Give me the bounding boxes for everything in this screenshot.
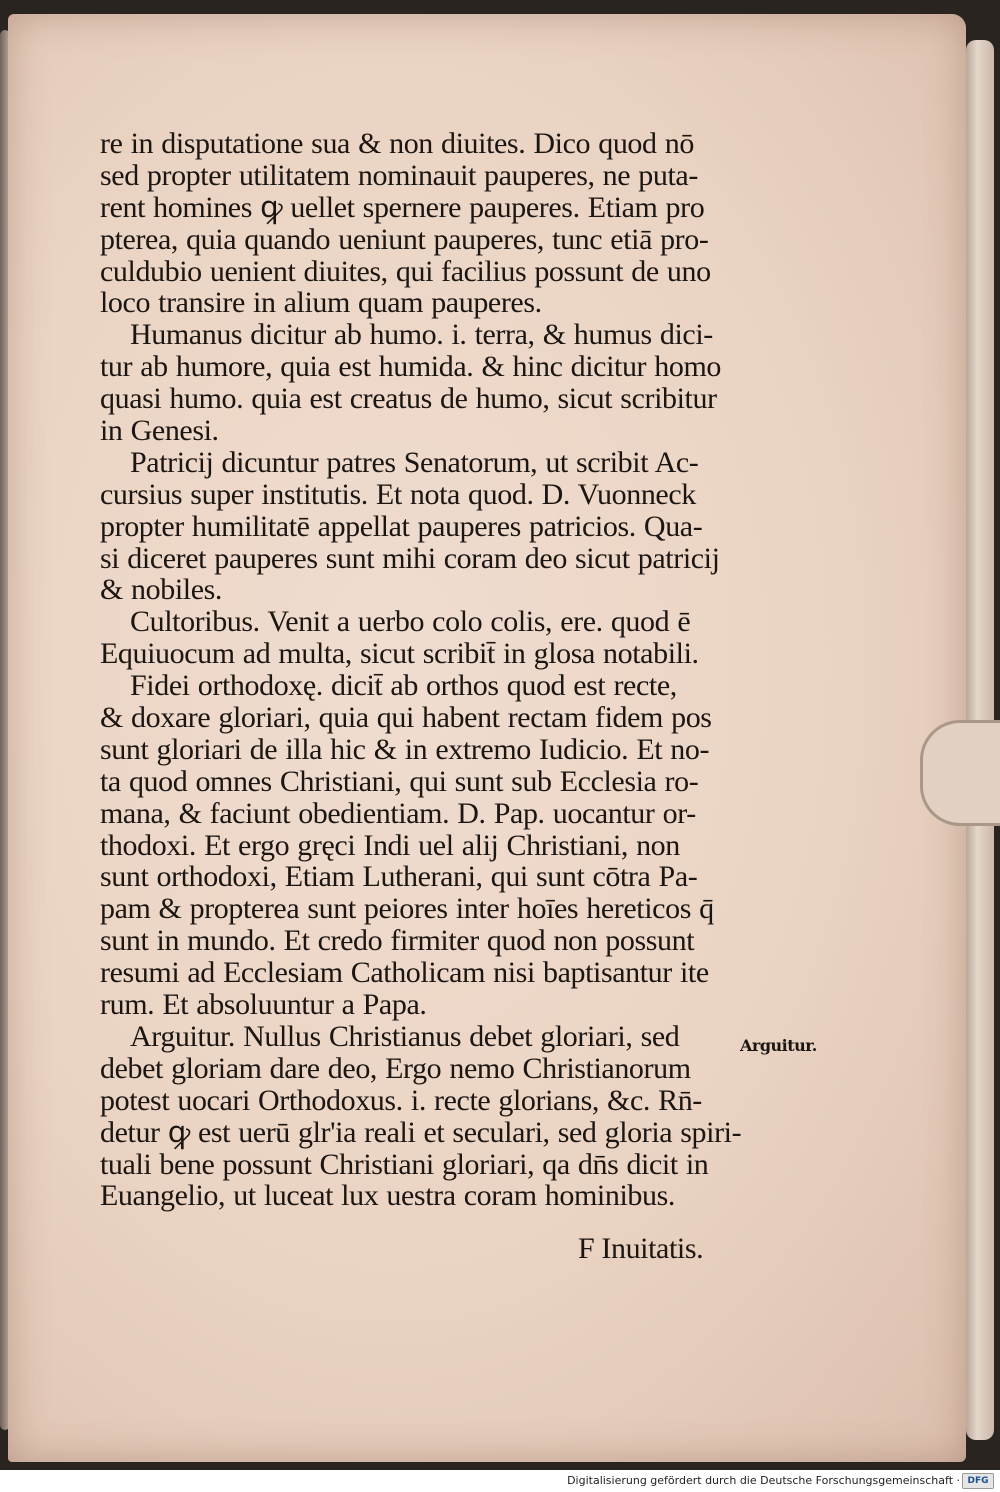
text-line: pterea, quia quando ueniunt pauperes, tunc etiā pro-	[100, 222, 709, 256]
text-line: quasi humo. quia est creatus de humo, sicut scribitur	[100, 382, 717, 416]
text-line: pam & propterea sunt peiores inter hoīes hereticos q̄	[100, 892, 714, 926]
text-line: sunt in mundo. Et credo firmiter quod non possunt	[100, 924, 695, 958]
text-line: debet gloriam dare deo, Ergo nemo Christianorum	[100, 1051, 691, 1085]
footer-credit: Digitalisierung gefördert durch die Deutsche Forschungsgemeinschaft ·	[567, 1474, 960, 1487]
text-line: Cultoribus. Venit a uerbo colo colis, ere. quod ē	[130, 605, 691, 639]
text-line: ta quod omnes Christiani, qui sunt sub Ecclesia ro-	[100, 764, 699, 798]
marginal-note: Arguitur.	[740, 1036, 817, 1055]
text-line: re in disputatione sua & non diuites. Dico quod nō	[100, 127, 694, 160]
main-text-block	[100, 128, 750, 1212]
text-line: Arguitur. Nullus Christianus debet gloriari, sed	[130, 1019, 680, 1053]
text-line: Equiuocum ad multa, sicut scribit̄ in glosa notabili.	[100, 637, 699, 671]
text-line: rum. Et absoluuntur a Papa.	[100, 988, 427, 1022]
text-line: cursius super institutis. Et nota quod. D. Vuonneck	[100, 477, 696, 511]
dfg-logo-icon: DFG	[962, 1473, 994, 1489]
text-line: Fidei orthodoxę. dicit̄ ab orthos quod est recte,	[130, 669, 677, 703]
text-line: in Genesi.	[100, 414, 219, 448]
text-line: tuali bene possunt Christiani gloriari, qa dn̄s dicit in	[100, 1147, 709, 1181]
text-line: potest uocari Orthodoxus. i. recte glorians, &c. Rn̄-	[100, 1083, 702, 1117]
text-line: tur ab humore, quia est humida. & hinc dicitur homo	[100, 350, 721, 384]
text-line: loco transire in alium quam pauperes.	[100, 286, 542, 320]
text-line: Patricij dicuntur patres Senatorum, ut scribit Ac-	[130, 445, 699, 479]
text-line: sed propter utilitatem nominauit pauperes, ne puta-	[100, 158, 698, 192]
text-line: & nobiles.	[100, 573, 222, 607]
text-line: rent homines ꝙ uellet spernere pauperes. Etiam pro	[100, 190, 705, 224]
text-line: culdubio uenient diuites, qui facilius possunt de uno	[100, 254, 711, 288]
text-line: mana, & faciunt obedientiam. D. Pap. uocantur or-	[100, 796, 696, 830]
text-line: Humanus dicitur ab humo. i. terra, & humus dici-	[130, 318, 713, 352]
text-line: propter humilitatē appellat pauperes patricios. Qua-	[100, 509, 703, 543]
text-line: thodoxi. Et ergo gręci Indi uel alij Christiani, non	[100, 828, 680, 862]
text-line: detur ꝙ est uerū glr'ia reali et seculari, sed gloria spiri-	[100, 1115, 742, 1149]
text-line: resumi ad Ecclesiam Catholicam nisi baptisantur ite	[100, 956, 709, 990]
catchword: F Inuitatis.	[578, 1232, 704, 1265]
text-line: & doxare gloriari, quia qui habent rectam fidem pos	[100, 701, 712, 735]
text-line: sunt orthodoxi, Etiam Lutherani, qui sunt cōtra Pa-	[100, 860, 698, 894]
text-line: sunt gloriari de illa hic & in extremo Iudicio. Et no-	[100, 732, 710, 766]
text-line: si diceret pauperes sunt mihi coram deo sicut patricij	[100, 541, 720, 575]
text-line: Euangelio, ut luceat lux uestra coram hominibus.	[100, 1179, 675, 1213]
page-tab-cutout	[920, 720, 1000, 826]
